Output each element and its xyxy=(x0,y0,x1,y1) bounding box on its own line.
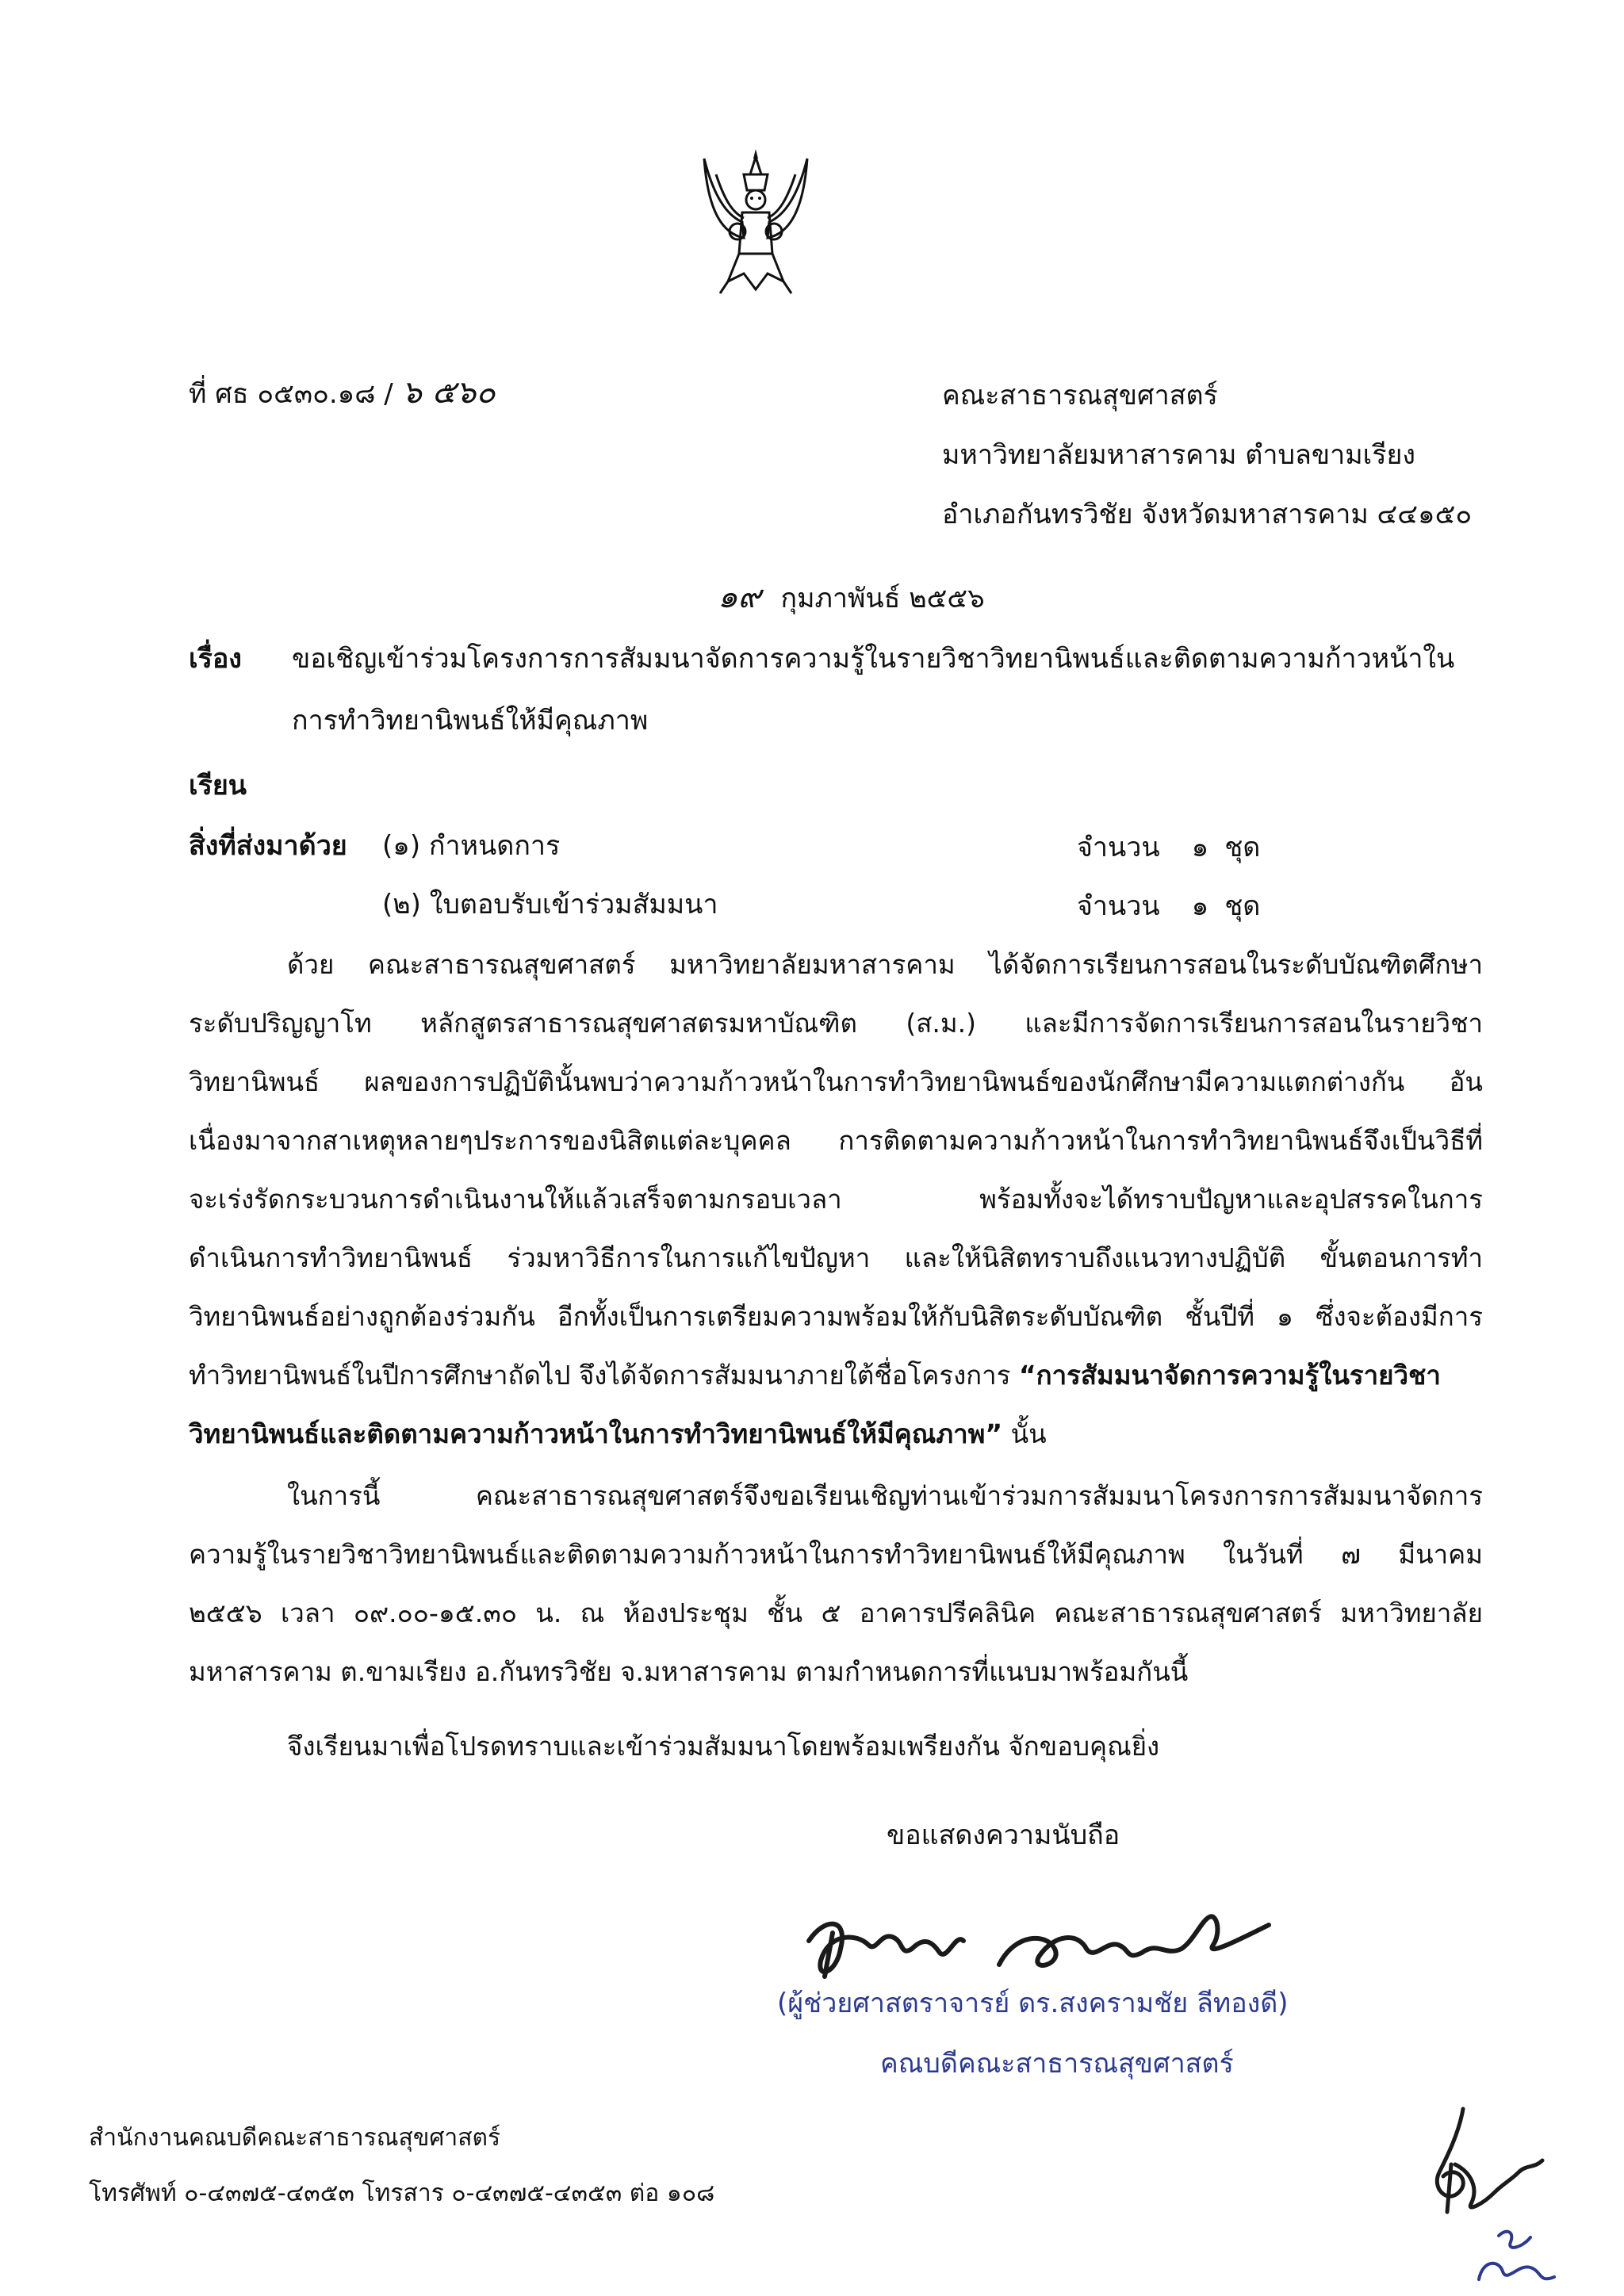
enclosure-item-1-qty: จำนวน ๑ ชุด xyxy=(1077,832,1261,863)
body-p3: จึงเรียนมาเพื่อโปรดทราบและเข้าร่วมสัมมนาโดยพร้อมเพรียงกัน จักขอบคุณยิ่ง xyxy=(287,1731,1160,1762)
enclosure-item-2-name: (๒) ใบตอบรับเข้าร่วมสัมมนา xyxy=(382,889,718,920)
project-title-part-2: วิทยานิพนธ์และติดตามความก้าวหน้าในการทำวิทยานิพนธ์ให้มีคุณภาพ” xyxy=(189,1418,1003,1449)
garuda-emblem-icon xyxy=(680,143,831,301)
sender-line-2: มหาวิทยาลัยมหาสารคาม ตำบลขามเรียง xyxy=(942,439,1416,471)
enclosures-label: สิ่งที่ส่งมาด้วย xyxy=(189,830,347,862)
body-p1-line-8: ทำวิทยานิพนธ์ในปีการศึกษาถัดไป จึงได้จัดการสัมมนาภายใต้ชื่อโครงการ “การสัมมนาจัดการความรู้ในรายวิชา xyxy=(189,1360,1441,1391)
closing-text: ขอแสดงความนับถือ xyxy=(887,1820,1120,1851)
letter-date xyxy=(718,580,985,615)
body-p1-line-2: ระดับปริญญาโท หลักสูตรสาธารณสุขศาสตรมหาบัณฑิต (ส.ม.) และมีการจัดการเรียนการสอนในรายวิชา xyxy=(189,1008,1483,1039)
reference-number xyxy=(189,376,496,411)
date-month-year: กุมภาพันธ์ ๒๕๕๖ xyxy=(780,583,985,614)
project-title-part-1: “การสัมมนาจัดการความรู้ในรายวิชา xyxy=(1018,1360,1441,1391)
body-p1-line-6: ดำเนินการทำวิทยานิพนธ์ ร่วมหาวิธีการในการแก้ไขปัญหา และให้นิสิตทราบถึงแนวทางปฏิบัติ ขั้นตอนการทำ xyxy=(189,1242,1483,1273)
date-day-handwritten: ๑๙ xyxy=(718,579,761,615)
body-p2-line-4: มหาสารคาม ต.ขามเรียง อ.กันทรวิชัย จ.มหาสารคาม ตามกำหนดการที่แนบมาพร้อมกันนี้ xyxy=(189,1656,1189,1687)
body-p1-line-5: จะเร่งรัดกระบวนการดำเนินงานให้แล้วเสร็จตามกรอบเวลา พร้อมทั้งจะได้ทราบปัญหาและอุปสรรคในการ xyxy=(189,1184,1483,1215)
sender-line-1: คณะสาธารณสุขศาสตร์ xyxy=(942,380,1218,411)
subject-line-1: ขอเชิญเข้าร่วมโครงการการสัมมนาจัดการความรู้ในรายวิชาวิทยานิพนธ์และติดตามความก้าวหน้าใน xyxy=(292,643,1455,675)
signatory-name: (ผู้ช่วยศาสตราจารย์ ดร.สงครามชัย ลีทองดี) xyxy=(777,1988,1289,2019)
salutation-label: เรียน xyxy=(189,770,247,802)
enclosure-item-1-name: (๑) กำหนดการ xyxy=(382,830,561,862)
initials-handwriting-icon xyxy=(1423,2101,1574,2291)
body-p2-line-1: ในการนี้ คณะสาธารณสุขศาสตร์จึงขอเรียนเชิญท่านเข้าร่วมการสัมมนาโครงการการสัมมนาจัดการ xyxy=(287,1480,1483,1511)
signatory-position: คณบดีคณะสาธารณสุขศาสตร์ xyxy=(880,2048,1234,2080)
footer-contact: โทรศัพท์ ๐-๔๓๗๕-๔๓๕๓ โทรสาร ๐-๔๓๗๕-๔๓๕๓ ต่อ ๑๐๘ xyxy=(89,2179,715,2207)
footer-office: สำนักงานคณบดีคณะสาธารณสุขศาสตร์ xyxy=(89,2124,501,2152)
body-p1-line-1: ด้วย คณะสาธารณสุขศาสตร์ มหาวิทยาลัยมหาสารคาม ได้จัดการเรียนการสอนในระดับบัณฑิตศึกษา xyxy=(287,949,1483,980)
body-p2-line-2: ความรู้ในรายวิชาวิทยานิพนธ์และติดตามความก้าวหน้าในการทำวิทยานิพนธ์ให้มีคุณภาพ ในวันที่ ๗ มีนาคม xyxy=(189,1539,1483,1570)
body-p1-line-4: เนื่องมาจากสาเหตุหลายๆประการของนิสิตแต่ละบุคคล การติดตามความก้าวหน้าในการทำวิทยานิพนธ์จึงเป็นวิธีที่ xyxy=(189,1125,1483,1156)
body-p1-line-7: วิทยานิพนธ์อย่างถูกต้องร่วมกัน อีกทั้งเป็นการเตรียมความพร้อมให้กับนิสิตระดับบัณฑิต ชั้นปีที่ ๑ ซึ่งจะต้องมีการ xyxy=(189,1301,1483,1332)
sender-line-3: อำเภอกันทรวิชัย จังหวัดมหาสารคาม ๔๔๑๕๐ xyxy=(942,499,1473,530)
reference-prefix: ที่ ศธ ๐๕๓๐.๑๘ / xyxy=(189,378,402,410)
enclosure-item-2-qty: จำนวน ๑ ชุด xyxy=(1077,890,1261,922)
signature-icon xyxy=(793,1885,1316,1996)
reference-handwritten: ๖ ๕๖๐ xyxy=(401,374,496,411)
body-p1-line-9: วิทยานิพนธ์และติดตามความก้าวหน้าในการทำวิทยานิพนธ์ให้มีคุณภาพ” นั้น xyxy=(189,1418,1047,1449)
body-p1-line-3: วิทยานิพนธ์ ผลของการปฏิบัตินั้นพบว่าความก้าวหน้าในการทำวิทยานิพนธ์ของนักศึกษามีความแตกต่างกัน อัน xyxy=(189,1066,1483,1097)
body-p2-line-3: ๒๕๕๖ เวลา ๐๙.๐๐-๑๕.๓๐ น. ณ ห้องประชุม ชั้น ๕ อาคารปรีคลินิค คณะสาธารณสุขศาสตร์ มหาวิทยาลัย xyxy=(189,1598,1483,1628)
subject-line-2: การทำวิทยานิพนธ์ให้มีคุณภาพ xyxy=(292,705,649,737)
subject-label: เรื่อง xyxy=(189,643,242,675)
